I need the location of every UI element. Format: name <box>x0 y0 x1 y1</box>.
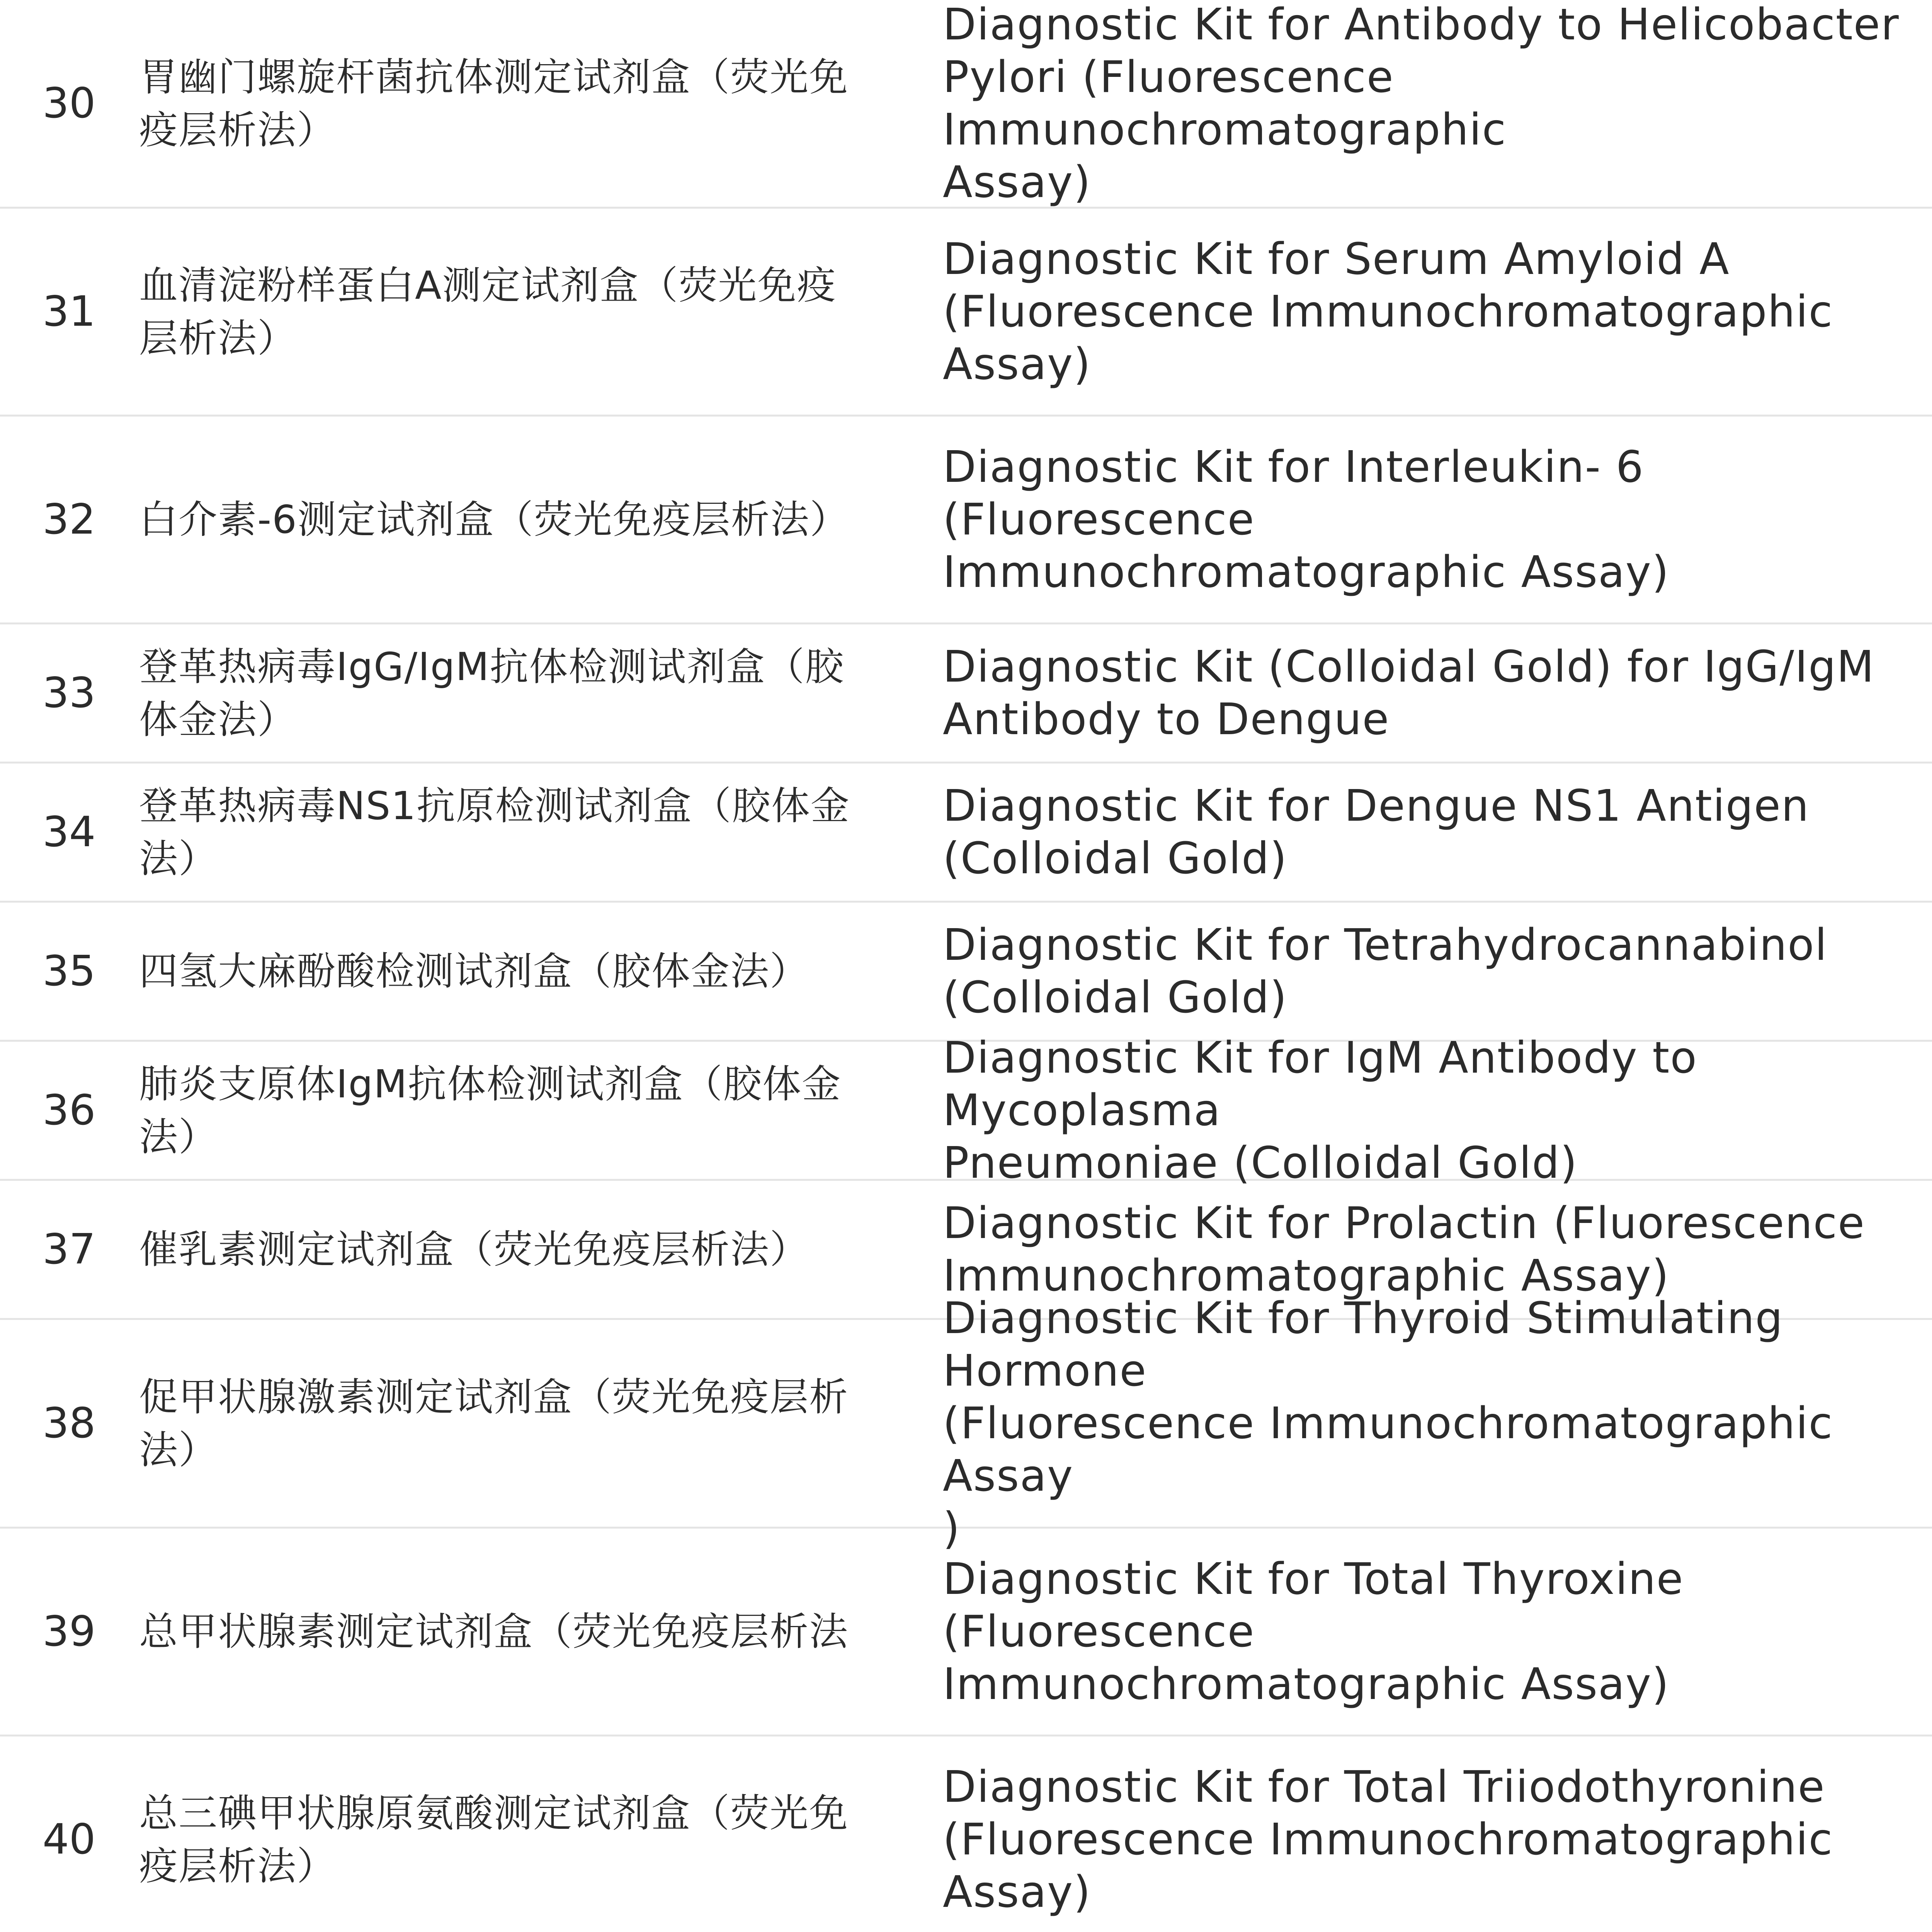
english-name: Diagnostic Kit for Dengue NS1 Antigen (Colloidal Gold) <box>943 781 1810 884</box>
row-number: 35 <box>43 947 96 995</box>
chinese-name: 白介素-6测定试剂盒（荧光免疫层析法） <box>139 497 849 542</box>
row-number: 39 <box>43 1607 96 1656</box>
chinese-name: 登革热病毒IgG/IgM抗体检测试剂盒（胶 体金法） <box>139 644 845 742</box>
english-name: Diagnostic Kit for Tetrahydrocannabinol (Colloidal Gold) <box>943 920 1828 1023</box>
english-name: Diagnostic Kit for Total Triiodothyronine (Fluorescence Immunochromatographic Assay) <box>943 1762 1833 1917</box>
row-number: 31 <box>43 287 96 336</box>
english-name: Diagnostic Kit for Interleukin- 6 (Fluorescence Immunochromatographic Assay) <box>943 442 1670 597</box>
english-name: Diagnostic Kit (Colloidal Gold) for IgG/IgM Antibody to Dengue <box>943 641 1875 745</box>
english-name: Diagnostic Kit for Serum Amyloid A (Fluorescence Immunochromatographic Assay) <box>943 234 1833 389</box>
table-row <box>0 624 1932 764</box>
chinese-name: 总甲状腺素测定试剂盒（荧光免疫层析法 <box>139 1609 849 1654</box>
row-number: 32 <box>43 495 96 544</box>
english-name: Diagnostic Kit for Prolactin (Fluorescence Immunochromatographic Assay) <box>943 1198 1865 1301</box>
row-number: 34 <box>43 808 96 856</box>
chinese-name: 催乳素测定试剂盒（荧光免疫层析法） <box>139 1227 809 1272</box>
chinese-name: 胃幽门螺旋杆菌抗体测定试剂盒（荧光免 疫层析法） <box>139 54 849 153</box>
english-name: Diagnostic Kit for IgM Antibody to Mycoplasma Pneumoniae (Colloidal Gold) <box>943 1032 1697 1188</box>
table-row <box>0 417 1932 624</box>
chinese-name: 四氢大麻酚酸检测试剂盒（胶体金法） <box>139 949 809 994</box>
english-name: Diagnostic Kit for Total Thyroxine (Fluorescence Immunochromatographic Assay) <box>943 1554 1684 1709</box>
table-row <box>0 1529 1932 1736</box>
table-row <box>0 0 1932 209</box>
table-row <box>0 764 1932 903</box>
row-number: 33 <box>43 669 96 717</box>
table-row <box>0 1736 1932 1932</box>
chinese-name: 总三碘甲状腺原氨酸测定试剂盒（荧光免 疫层析法） <box>139 1790 849 1889</box>
row-number: 36 <box>43 1086 96 1134</box>
english-name: Diagnostic Kit for Thyroid Stimulating Hormone (Fluorescence Immunochromatographic Assay ) <box>943 1293 1833 1554</box>
row-number: 40 <box>43 1815 96 1864</box>
row-number: 38 <box>43 1399 96 1447</box>
table-row <box>0 209 1932 417</box>
table-row <box>0 1032 1932 1188</box>
chinese-name: 肺炎支原体IgM抗体检测试剂盒（胶体金 法） <box>139 1061 842 1160</box>
row-number: 37 <box>43 1225 96 1274</box>
table-row <box>0 1293 1932 1554</box>
chinese-name: 登革热病毒NS1抗原检测试剂盒（胶体金 法） <box>139 783 850 881</box>
english-name: Diagnostic Kit for Antibody to Helicobacter Pylori (Fluorescence Immunochromatographic Assay) <box>943 0 1900 207</box>
table-row <box>0 903 1932 1042</box>
row-number: 30 <box>43 79 96 128</box>
chinese-name: 促甲状腺激素测定试剂盒（荧光免疫层析 法） <box>139 1374 849 1473</box>
chinese-name: 血清淀粉样蛋白A测定试剂盒（荧光免疫 层析法） <box>139 262 837 361</box>
